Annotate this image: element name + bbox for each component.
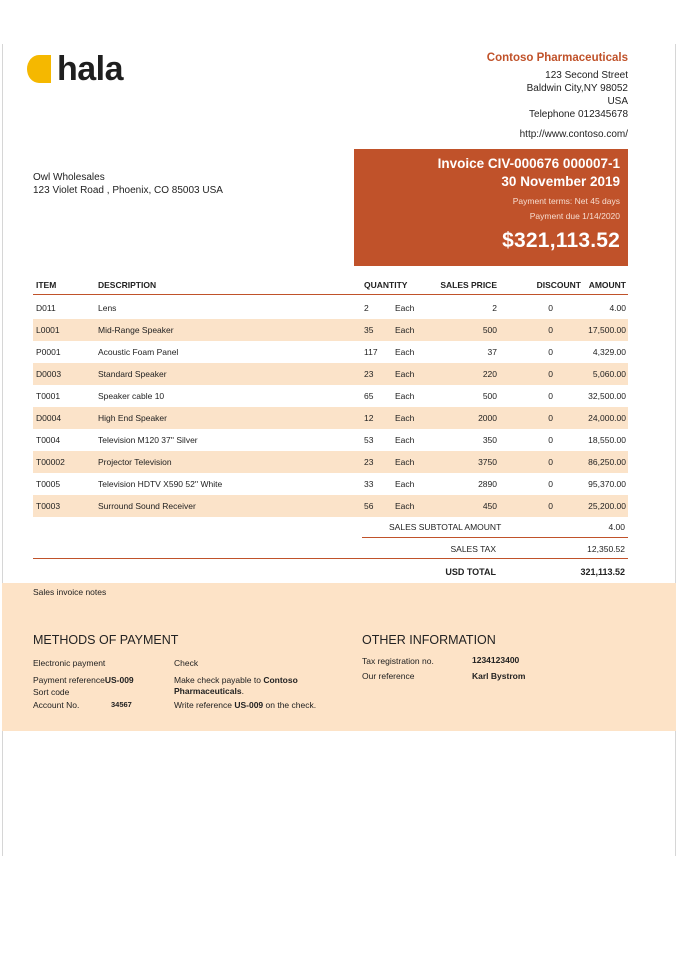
invoice-title: Invoice CIV-000676 000007-1: [437, 156, 620, 171]
cell-item: D0003: [36, 369, 62, 379]
cell-amount: 32,500.00: [588, 391, 626, 401]
check-payable-suffix: .: [241, 686, 244, 696]
tax-value: 12,350.52: [587, 544, 625, 554]
payment-reference-value: US-009: [104, 675, 134, 685]
table-row: [33, 429, 628, 451]
cell-item: T0001: [36, 391, 61, 401]
payment-terms: Payment terms: Net 45 days: [512, 196, 620, 206]
header-discount: DISCOUNT: [536, 280, 581, 290]
cell-quantity: 23: [364, 369, 374, 379]
cell-quantity: 12: [364, 413, 374, 423]
table-row: [33, 451, 628, 473]
header-amount: AMOUNT: [588, 280, 626, 290]
company-address-line2: Baldwin City,NY 98052: [526, 83, 628, 94]
cell-item: P0001: [36, 347, 61, 357]
cell-unit: Each: [395, 391, 415, 401]
table-row: [33, 319, 628, 341]
cell-unit: Each: [395, 413, 415, 423]
cell-amount: 4,329.00: [592, 347, 626, 357]
payment-reference-label: Payment reference: [33, 675, 105, 685]
cell-amount: 86,250.00: [588, 457, 626, 467]
cell-quantity: 23: [364, 457, 374, 467]
cell-price: 450: [482, 501, 497, 511]
cell-discount: 0: [548, 347, 553, 357]
cell-price: 500: [482, 325, 497, 335]
check-payable: [174, 675, 344, 697]
header-item: ITEM: [36, 280, 57, 290]
cell-discount: 0: [548, 501, 553, 511]
table-row: [33, 363, 628, 385]
header-quantity: QUANTITY: [364, 280, 408, 290]
sort-code-label: Sort code: [33, 687, 70, 697]
cell-description: Television HDTV X590 52'' White: [98, 479, 223, 489]
logo-mark-icon: [27, 55, 51, 83]
cell-item: T0005: [36, 479, 61, 489]
invoice-summary-box: [354, 149, 628, 266]
cell-amount: 24,000.00: [588, 413, 626, 423]
electronic-payment-label: Electronic payment: [33, 658, 106, 668]
check-write-reference: [174, 700, 316, 711]
cell-quantity: 56: [364, 501, 374, 511]
cell-unit: Each: [395, 347, 415, 357]
cell-item: T0003: [36, 501, 61, 511]
write-reference-suffix: on the check.: [265, 700, 317, 710]
company-logo: [27, 52, 123, 86]
company-url[interactable]: http://www.contoso.com/: [519, 129, 628, 140]
other-information-title: OTHER INFORMATION: [362, 633, 496, 647]
cell-discount: 0: [548, 479, 553, 489]
cell-unit: Each: [395, 435, 415, 445]
customer-info: [33, 171, 223, 197]
cell-discount: 0: [548, 413, 553, 423]
company-country: USA: [607, 96, 628, 107]
header-sales-price: SALES PRICE: [440, 280, 497, 290]
cell-item: D011: [36, 303, 56, 313]
table-row: [33, 297, 628, 319]
our-reference-value: Karl Bystrom: [472, 671, 526, 681]
cell-amount: 17,500.00: [588, 325, 626, 335]
cell-price: 2890: [478, 479, 497, 489]
cell-item: T00002: [36, 457, 65, 467]
header-description: DESCRIPTION: [98, 280, 157, 290]
subtotal-divider: [362, 537, 628, 538]
cell-discount: 0: [548, 391, 553, 401]
total-value: 321,113.52: [580, 567, 625, 577]
cell-description: Television M120 37'' Silver: [98, 435, 198, 445]
table-row: [33, 407, 628, 429]
payment-section: [2, 583, 676, 731]
customer-name: Owl Wholesales: [33, 172, 105, 183]
payment-due: Payment due 1/14/2020: [529, 211, 620, 221]
company-info: [487, 52, 628, 141]
cell-amount: 25,200.00: [588, 501, 626, 511]
cell-item: D0004: [36, 413, 62, 423]
cell-description: High End Speaker: [98, 413, 167, 423]
cell-amount: 18,550.00: [588, 435, 626, 445]
cell-quantity: 65: [364, 391, 374, 401]
invoice-total-amount: $321,113.52: [502, 229, 620, 252]
line-items-header: [33, 275, 628, 295]
line-items: [33, 297, 628, 517]
total-label: USD TOTAL: [445, 567, 496, 577]
cell-item: T0004: [36, 435, 61, 445]
cell-unit: Each: [395, 303, 415, 313]
table-row: [33, 341, 628, 363]
check-payable-name-2: Pharmaceuticals: [174, 686, 242, 696]
cell-discount: 0: [548, 435, 553, 445]
company-telephone: Telephone 012345678: [529, 109, 628, 120]
subtotal-value: 4.00: [608, 522, 625, 532]
cell-quantity: 53: [364, 435, 374, 445]
cell-unit: Each: [395, 479, 415, 489]
cell-price: 350: [482, 435, 497, 445]
account-number-label: Account No.: [33, 700, 80, 710]
cell-description: Lens: [98, 303, 117, 313]
cell-amount: 5,060.00: [592, 369, 626, 379]
write-reference-prefix: Write reference: [174, 700, 232, 710]
tax-registration-value: 1234123400: [472, 655, 520, 665]
cell-quantity: 117: [364, 347, 378, 357]
invoice-date: 30 November 2019: [501, 174, 620, 189]
tax-label: SALES TAX: [450, 544, 496, 554]
cell-item: L0001: [36, 325, 60, 335]
customer-address: 123 Violet Road , Phoenix, CO 85003 USA: [33, 185, 223, 196]
table-row: [33, 473, 628, 495]
our-reference-label: Our reference: [362, 671, 415, 681]
total-divider: [33, 558, 628, 559]
cell-unit: Each: [395, 325, 415, 335]
tax-registration-label: Tax registration no.: [362, 656, 434, 666]
cell-quantity: 2: [364, 303, 369, 313]
cell-price: 500: [482, 391, 497, 401]
cell-description: Mid-Range Speaker: [98, 325, 174, 335]
cell-price: 220: [482, 369, 497, 379]
company-name: Contoso Pharmaceuticals: [486, 52, 628, 64]
cell-amount: 4.00: [609, 303, 626, 313]
cell-price: 2000: [478, 413, 497, 423]
write-reference-value: US-009: [234, 700, 264, 710]
cell-description: Acoustic Foam Panel: [98, 347, 179, 357]
check-label: Check: [174, 658, 199, 668]
cell-unit: Each: [395, 457, 415, 467]
cell-price: 2: [492, 303, 497, 313]
cell-description: Projector Television: [98, 457, 172, 467]
cell-description: Speaker cable 10: [98, 391, 165, 401]
cell-description: Surround Sound Receiver: [98, 501, 196, 511]
cell-discount: 0: [548, 369, 553, 379]
cell-description: Standard Speaker: [98, 369, 167, 379]
account-number-value: 34567: [111, 700, 132, 709]
payment-reference: [33, 675, 134, 686]
cell-discount: 0: [548, 303, 553, 313]
subtotal-label: SALES SUBTOTAL AMOUNT: [389, 522, 502, 532]
cell-discount: 0: [548, 457, 553, 467]
cell-unit: Each: [395, 369, 415, 379]
cell-discount: 0: [548, 325, 553, 335]
cell-price: 37: [487, 347, 497, 357]
methods-of-payment-title: METHODS OF PAYMENT: [33, 633, 179, 647]
cell-price: 3750: [478, 457, 497, 467]
cell-amount: 95,370.00: [588, 479, 626, 489]
check-payable-name-1: Contoso: [263, 675, 298, 685]
sales-invoice-notes: Sales invoice notes: [33, 587, 107, 597]
cell-quantity: 33: [364, 479, 374, 489]
company-address-line1: 123 Second Street: [545, 70, 628, 81]
table-row: [33, 495, 628, 517]
logo-text: hala: [57, 50, 124, 88]
cell-unit: Each: [395, 501, 415, 511]
cell-quantity: 35: [364, 325, 374, 335]
check-payable-prefix: Make check payable to: [174, 675, 261, 685]
table-row: [33, 385, 628, 407]
